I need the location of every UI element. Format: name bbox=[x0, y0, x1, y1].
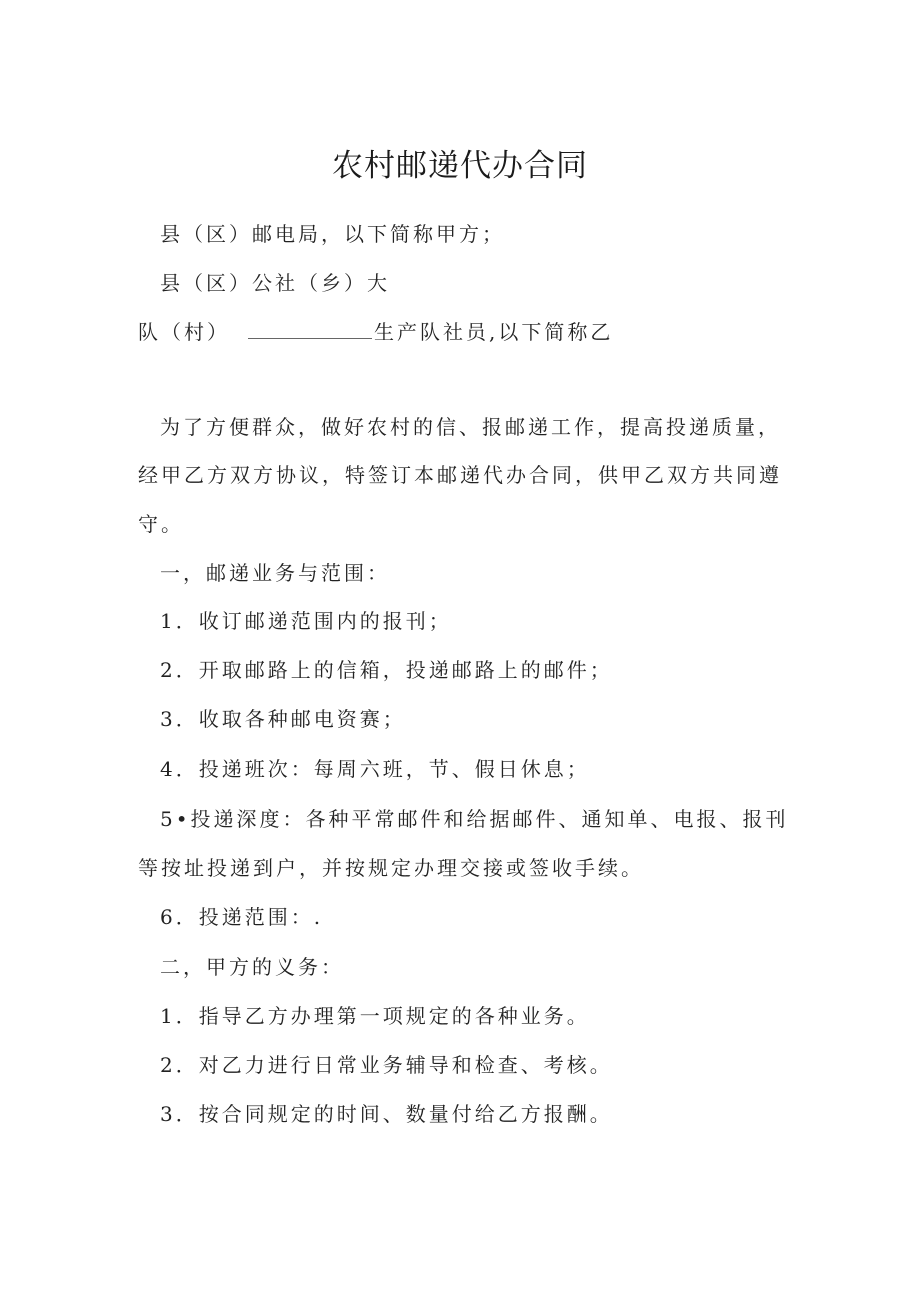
section-1-item-1: 1．收订邮递范围内的报刊； bbox=[160, 609, 452, 633]
party-b-line-1: 县（区）公社（乡）大 bbox=[160, 271, 390, 295]
section-1-item-5-line-1: 5•投递深度：各种平常邮件和给据邮件、通知单、电报、报刊 bbox=[160, 807, 789, 831]
party-b-prefix: 队（村） bbox=[138, 320, 230, 344]
section-1-heading: 一，邮递业务与范围： bbox=[160, 561, 390, 585]
section-1-item-4: 4．投递班次：每周六班，节、假日休息； bbox=[160, 757, 590, 781]
section-2-item-2: 2．对乙力进行日常业务辅导和检查、考核。 bbox=[160, 1053, 613, 1077]
fill-in-blank bbox=[248, 320, 372, 339]
party-b-suffix: 生产队社员,以下简称乙 bbox=[374, 320, 614, 344]
preamble-line-1: 为了方便群众，做好农村的信、报邮递工作，提高投递质量， bbox=[160, 415, 781, 439]
section-2-heading: 二，甲方的义务： bbox=[160, 955, 344, 979]
section-1-item-5-line-2: 等按址投递到户，并按规定办理交接或签收手续。 bbox=[138, 856, 644, 880]
section-1-item-6: 6．投递范围：. bbox=[160, 905, 324, 929]
section-2-item-1: 1．指导乙方办理第一项规定的各种业务。 bbox=[160, 1004, 590, 1028]
party-b-line-2 bbox=[138, 317, 613, 347]
preamble-line-3: 守。 bbox=[138, 512, 184, 536]
section-2-item-3: 3．按合同规定的时间、数量付给乙方报酬。 bbox=[160, 1102, 613, 1126]
party-a-line: 县（区）邮电局，以下简称甲方； bbox=[160, 222, 505, 246]
preamble-line-2: 经甲乙方双方协议，特签订本邮递代办合同，供甲乙双方共同遵 bbox=[138, 463, 782, 487]
section-1-item-3: 3．收取各种邮电资赛； bbox=[160, 707, 406, 731]
section-1-item-2: 2．开取邮路上的信箱，投递邮路上的邮件； bbox=[160, 658, 613, 682]
document-title: 农村邮递代办合同 bbox=[332, 148, 588, 184]
